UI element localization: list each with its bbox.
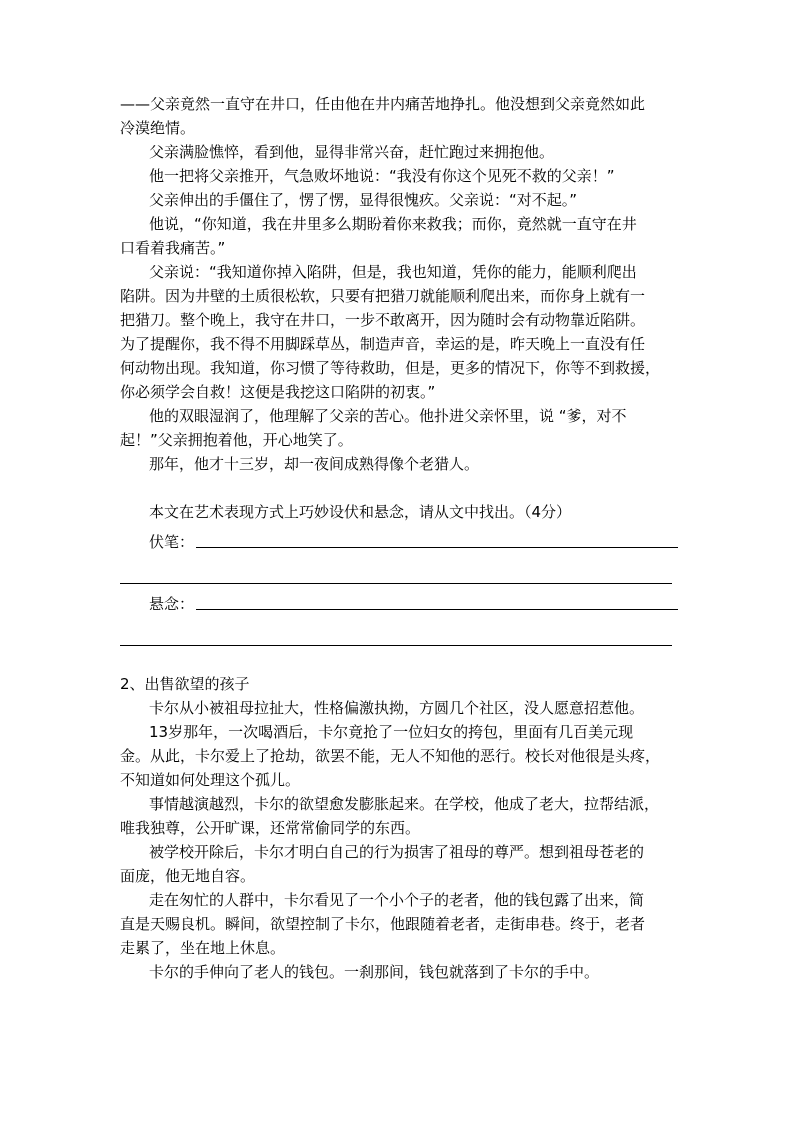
foreshadow-answer-line-2[interactable] (120, 554, 672, 584)
paragraph-line: 走在匆忙的人群中，卡尔看见了一个小个子的老者，他的钱包露了出来，简 (149, 891, 645, 909)
story-two-title: 2、出售欲望的孩子 (120, 675, 250, 693)
suspense-label: 悬念： (149, 595, 195, 613)
paragraph-line: 卡尔从小被祖母拉扯大，性格偏激执拗，方圆几个社区，没人愿意招惹他。 (149, 699, 645, 717)
paragraph-line: 直是天赐良机。瞬间，欲望控制了卡尔，他跟随着老者，走街串巷。终于，老者 (120, 915, 646, 933)
story-two-section (120, 672, 678, 984)
question-section (120, 500, 678, 646)
paragraph-line: 你必须学会自救！这便是我挖这口陷阱的初衷。” (120, 383, 436, 401)
paragraph-line: 为了提醒你，我不得不用脚踩草丛，制造声音，幸运的是，昨天晚上一直没有任 (120, 335, 646, 353)
paragraph-line: 唯我独尊，公开旷课，还常常偷同学的东西。 (120, 819, 421, 837)
paragraph-line: 那年，他才十三岁，却一夜间成熟得像个老猎人。 (149, 455, 480, 473)
paragraph-line: 他一把将父亲推开，气急败坏地说：“我没有你这个见死不救的父亲！” (149, 167, 615, 185)
suspense-answer-row (120, 586, 678, 616)
suspense-answer-line[interactable] (196, 609, 678, 610)
paragraph-line: 冷漠绝情。 (120, 119, 196, 137)
document-page (120, 92, 678, 984)
paragraph-line: 陷阱。因为井壁的土质很松软，只要有把猎刀就能顺利爬出来，而你身上就有一 (120, 287, 646, 305)
paragraph-line: 13岁那年，一次喝酒后，卡尔竟抢了一位妇女的挎包，里面有几百美元现 (149, 723, 634, 741)
paragraph-line: 父亲说：“我知道你掉入陷阱，但是，我也知道，凭你的能力，能顺利爬出 (149, 263, 637, 281)
paragraph-line: 不知道如何处理这个孤儿。 (120, 771, 301, 789)
paragraph-line: ——父亲竟然一直守在井口，任由他在井内痛苦地挣扎。他没想到父亲竟然如此 (120, 95, 646, 113)
story-one-section (120, 92, 678, 476)
paragraph-line: 他说，“你知道，我在井里多么期盼着你来救我；而你，竟然就一直守在井 (149, 215, 637, 233)
paragraph-line: 口看着我痛苦。” (120, 239, 226, 257)
foreshadow-answer-row (120, 524, 678, 554)
paragraph-line: 面庞，他无地自容。 (120, 867, 256, 885)
foreshadow-label: 伏笔： (149, 533, 195, 551)
paragraph-line: 被学校开除后，卡尔才明白自己的行为损害了祖母的尊严。想到祖母苍老的 (149, 843, 645, 861)
paragraph-line: 父亲伸出的手僵住了，愣了愣，显得很愧疚。父亲说：“对不起。” (149, 191, 578, 209)
paragraph-line: 卡尔的手伸向了老人的钱包。一刹那间，钱包就落到了卡尔的手中。 (149, 963, 600, 981)
paragraph-line: 他的双眼湿润了，他理解了父亲的苦心。他扑进父亲怀里，说 “爹，对不 (149, 407, 627, 425)
suspense-answer-line-2[interactable] (120, 616, 672, 646)
paragraph-line: 走累了，坐在地上休息。 (120, 939, 286, 957)
question-prompt: 本文在艺术表现方式上巧妙设伏和悬念，请从文中找出。（4分） (149, 503, 572, 521)
paragraph-line: 事情越演越烈，卡尔的欲望愈发膨胀起来。在学校，他成了老大，拉帮结派， (149, 795, 660, 813)
paragraph-line: 何动物出现。我知道，你习惯了等待救助，但是，更多的情况下，你等不到救援， (120, 359, 661, 377)
foreshadow-answer-line[interactable] (196, 547, 678, 548)
paragraph-line: 起！”父亲拥抱着他，开心地笑了。 (120, 431, 353, 449)
paragraph-line: 父亲满脸憔悴，看到他，显得非常兴奋，赶忙跑过来拥抱他。 (149, 143, 555, 161)
paragraph-line: 把猎刀。整个晚上，我守在井口，一步不敢离开，因为随时会有动物靠近陷阱。 (120, 311, 646, 329)
paragraph-line: 金。从此，卡尔爱上了抢劫，欲罢不能，无人不知他的恶行。校长对他很是头疼， (120, 747, 661, 765)
